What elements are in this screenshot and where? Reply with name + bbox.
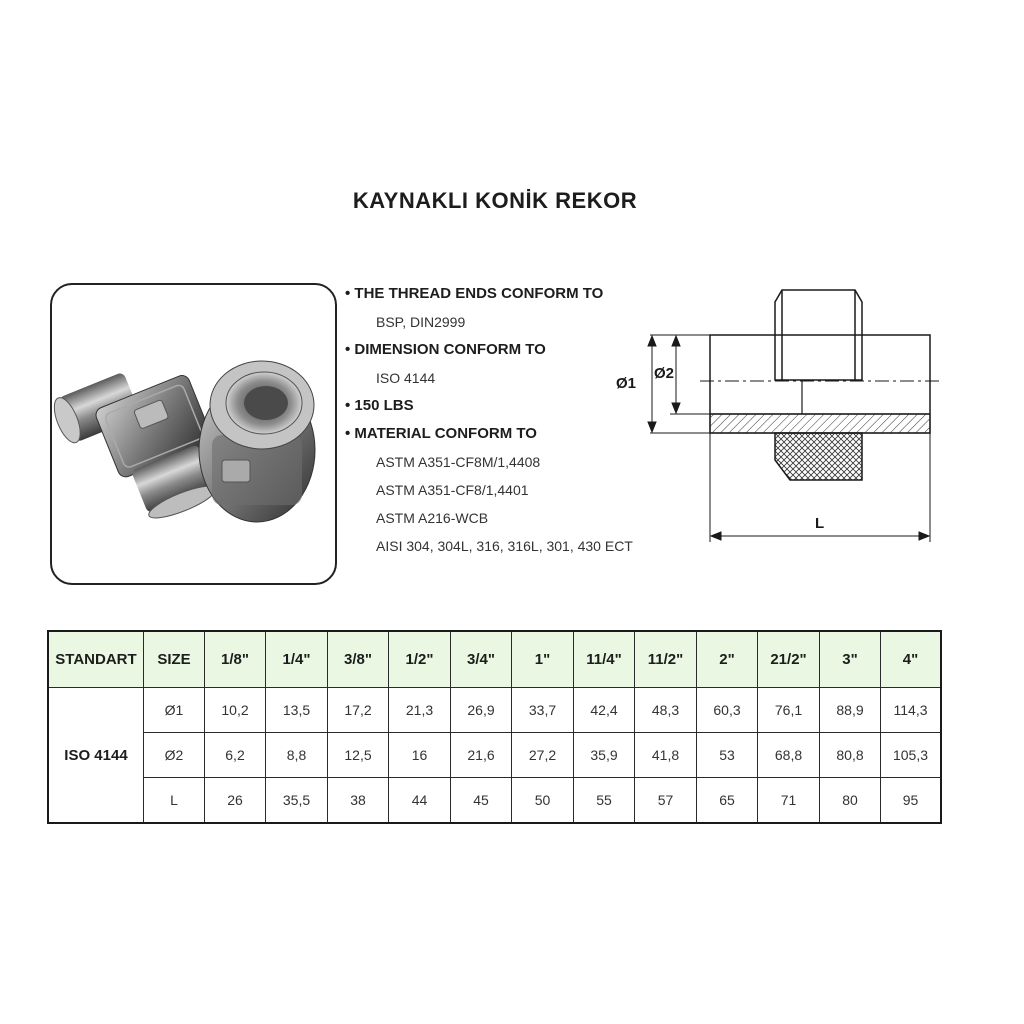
header-size-value: 3/8": [328, 631, 389, 688]
spec-heading-dimension: • DIMENSION CONFORM TO: [345, 341, 546, 358]
table-row: [48, 778, 941, 824]
row-label: L: [144, 778, 205, 824]
spec-line: ASTM A216-WCB: [376, 510, 489, 526]
table-cell: 13,5: [266, 688, 328, 733]
table-cell: 50: [512, 778, 574, 824]
table-cell: 114,3: [881, 688, 942, 733]
table-cell: 42,4: [574, 688, 635, 733]
table-cell: 105,3: [881, 733, 942, 778]
spec-line: AISI 304, 304L, 316, 316L, 301, 430 ECT: [376, 538, 633, 554]
fitting-outline: [710, 290, 930, 433]
table-cell: 53: [697, 733, 758, 778]
d1-label: Ø1: [616, 375, 637, 392]
header-size-value: 1/4": [266, 631, 328, 688]
table-cell: 38: [328, 778, 389, 824]
nut-section: [775, 433, 862, 480]
header-size-value: 2": [697, 631, 758, 688]
section-hatch: [710, 414, 930, 433]
table-cell: 57: [635, 778, 697, 824]
table-cell: 17,2: [328, 688, 389, 733]
table-cell: 35,5: [266, 778, 328, 824]
table-cell: 6,2: [205, 733, 266, 778]
table-row: [48, 733, 941, 778]
table-cell: 33,7: [512, 688, 574, 733]
header-size: SIZE: [144, 631, 205, 688]
spec-line: ASTM A351-CF8/1,4401: [376, 482, 529, 498]
dimension-table: [47, 630, 942, 824]
table-cell: 71: [758, 778, 820, 824]
header-size-value: 11/4": [574, 631, 635, 688]
table-cell: 80,8: [820, 733, 881, 778]
header-size-value: 1/2": [389, 631, 451, 688]
table-cell: 76,1: [758, 688, 820, 733]
spec-line: ASTM A351-CF8M/1,4408: [376, 454, 541, 470]
header-size-value: 3": [820, 631, 881, 688]
table-cell: 68,8: [758, 733, 820, 778]
table-cell: 55: [574, 778, 635, 824]
header-size-value: 4": [881, 631, 942, 688]
table-cell: 26: [205, 778, 266, 824]
table-header-row: [48, 631, 941, 688]
table-cell: 48,3: [635, 688, 697, 733]
d2-label: Ø2: [654, 365, 675, 382]
table-cell: 88,9: [820, 688, 881, 733]
header-size-value: 21/2": [758, 631, 820, 688]
table-cell: 21,3: [389, 688, 451, 733]
table-cell: 8,8: [266, 733, 328, 778]
spec-line: ISO 4144: [376, 370, 436, 386]
dimension-d1: [648, 335, 710, 433]
table-cell: 45: [451, 778, 512, 824]
table-cell: 27,2: [512, 733, 574, 778]
row-label: Ø2: [144, 733, 205, 778]
header-size-value: 1": [512, 631, 574, 688]
union-fitting-photo-icon: [52, 285, 335, 583]
header-size-value: 11/2": [635, 631, 697, 688]
table-cell: 21,6: [451, 733, 512, 778]
table-cell: 16: [389, 733, 451, 778]
technical-drawing: [610, 280, 950, 560]
l-label: L: [815, 515, 825, 532]
table-cell: 65: [697, 778, 758, 824]
table-cell: 44: [389, 778, 451, 824]
header-size-value: 3/4": [451, 631, 512, 688]
standard-cell: ISO 4144: [48, 688, 144, 824]
table-cell: 26,9: [451, 688, 512, 733]
table-cell: 41,8: [635, 733, 697, 778]
table-cell: 60,3: [697, 688, 758, 733]
spec-heading-pressure: • 150 LBS: [345, 397, 414, 414]
spec-line: BSP, DIN2999: [376, 314, 466, 330]
table-row: [48, 688, 941, 733]
header-size-value: 1/8": [205, 631, 266, 688]
row-label: Ø1: [144, 688, 205, 733]
product-photo: [50, 283, 337, 585]
spec-heading-thread: • THE THREAD ENDS CONFORM TO: [345, 285, 604, 302]
table-cell: 80: [820, 778, 881, 824]
table-cell: 95: [881, 778, 942, 824]
spec-heading-material: • MATERIAL CONFORM TO: [345, 425, 537, 442]
table-cell: 35,9: [574, 733, 635, 778]
page-title: KAYNAKLI KONİK REKOR: [352, 188, 638, 213]
table-cell: 12,5: [328, 733, 389, 778]
dimension-d2: [670, 336, 710, 414]
header-standart: STANDART: [48, 631, 144, 688]
table-cell: 10,2: [205, 688, 266, 733]
